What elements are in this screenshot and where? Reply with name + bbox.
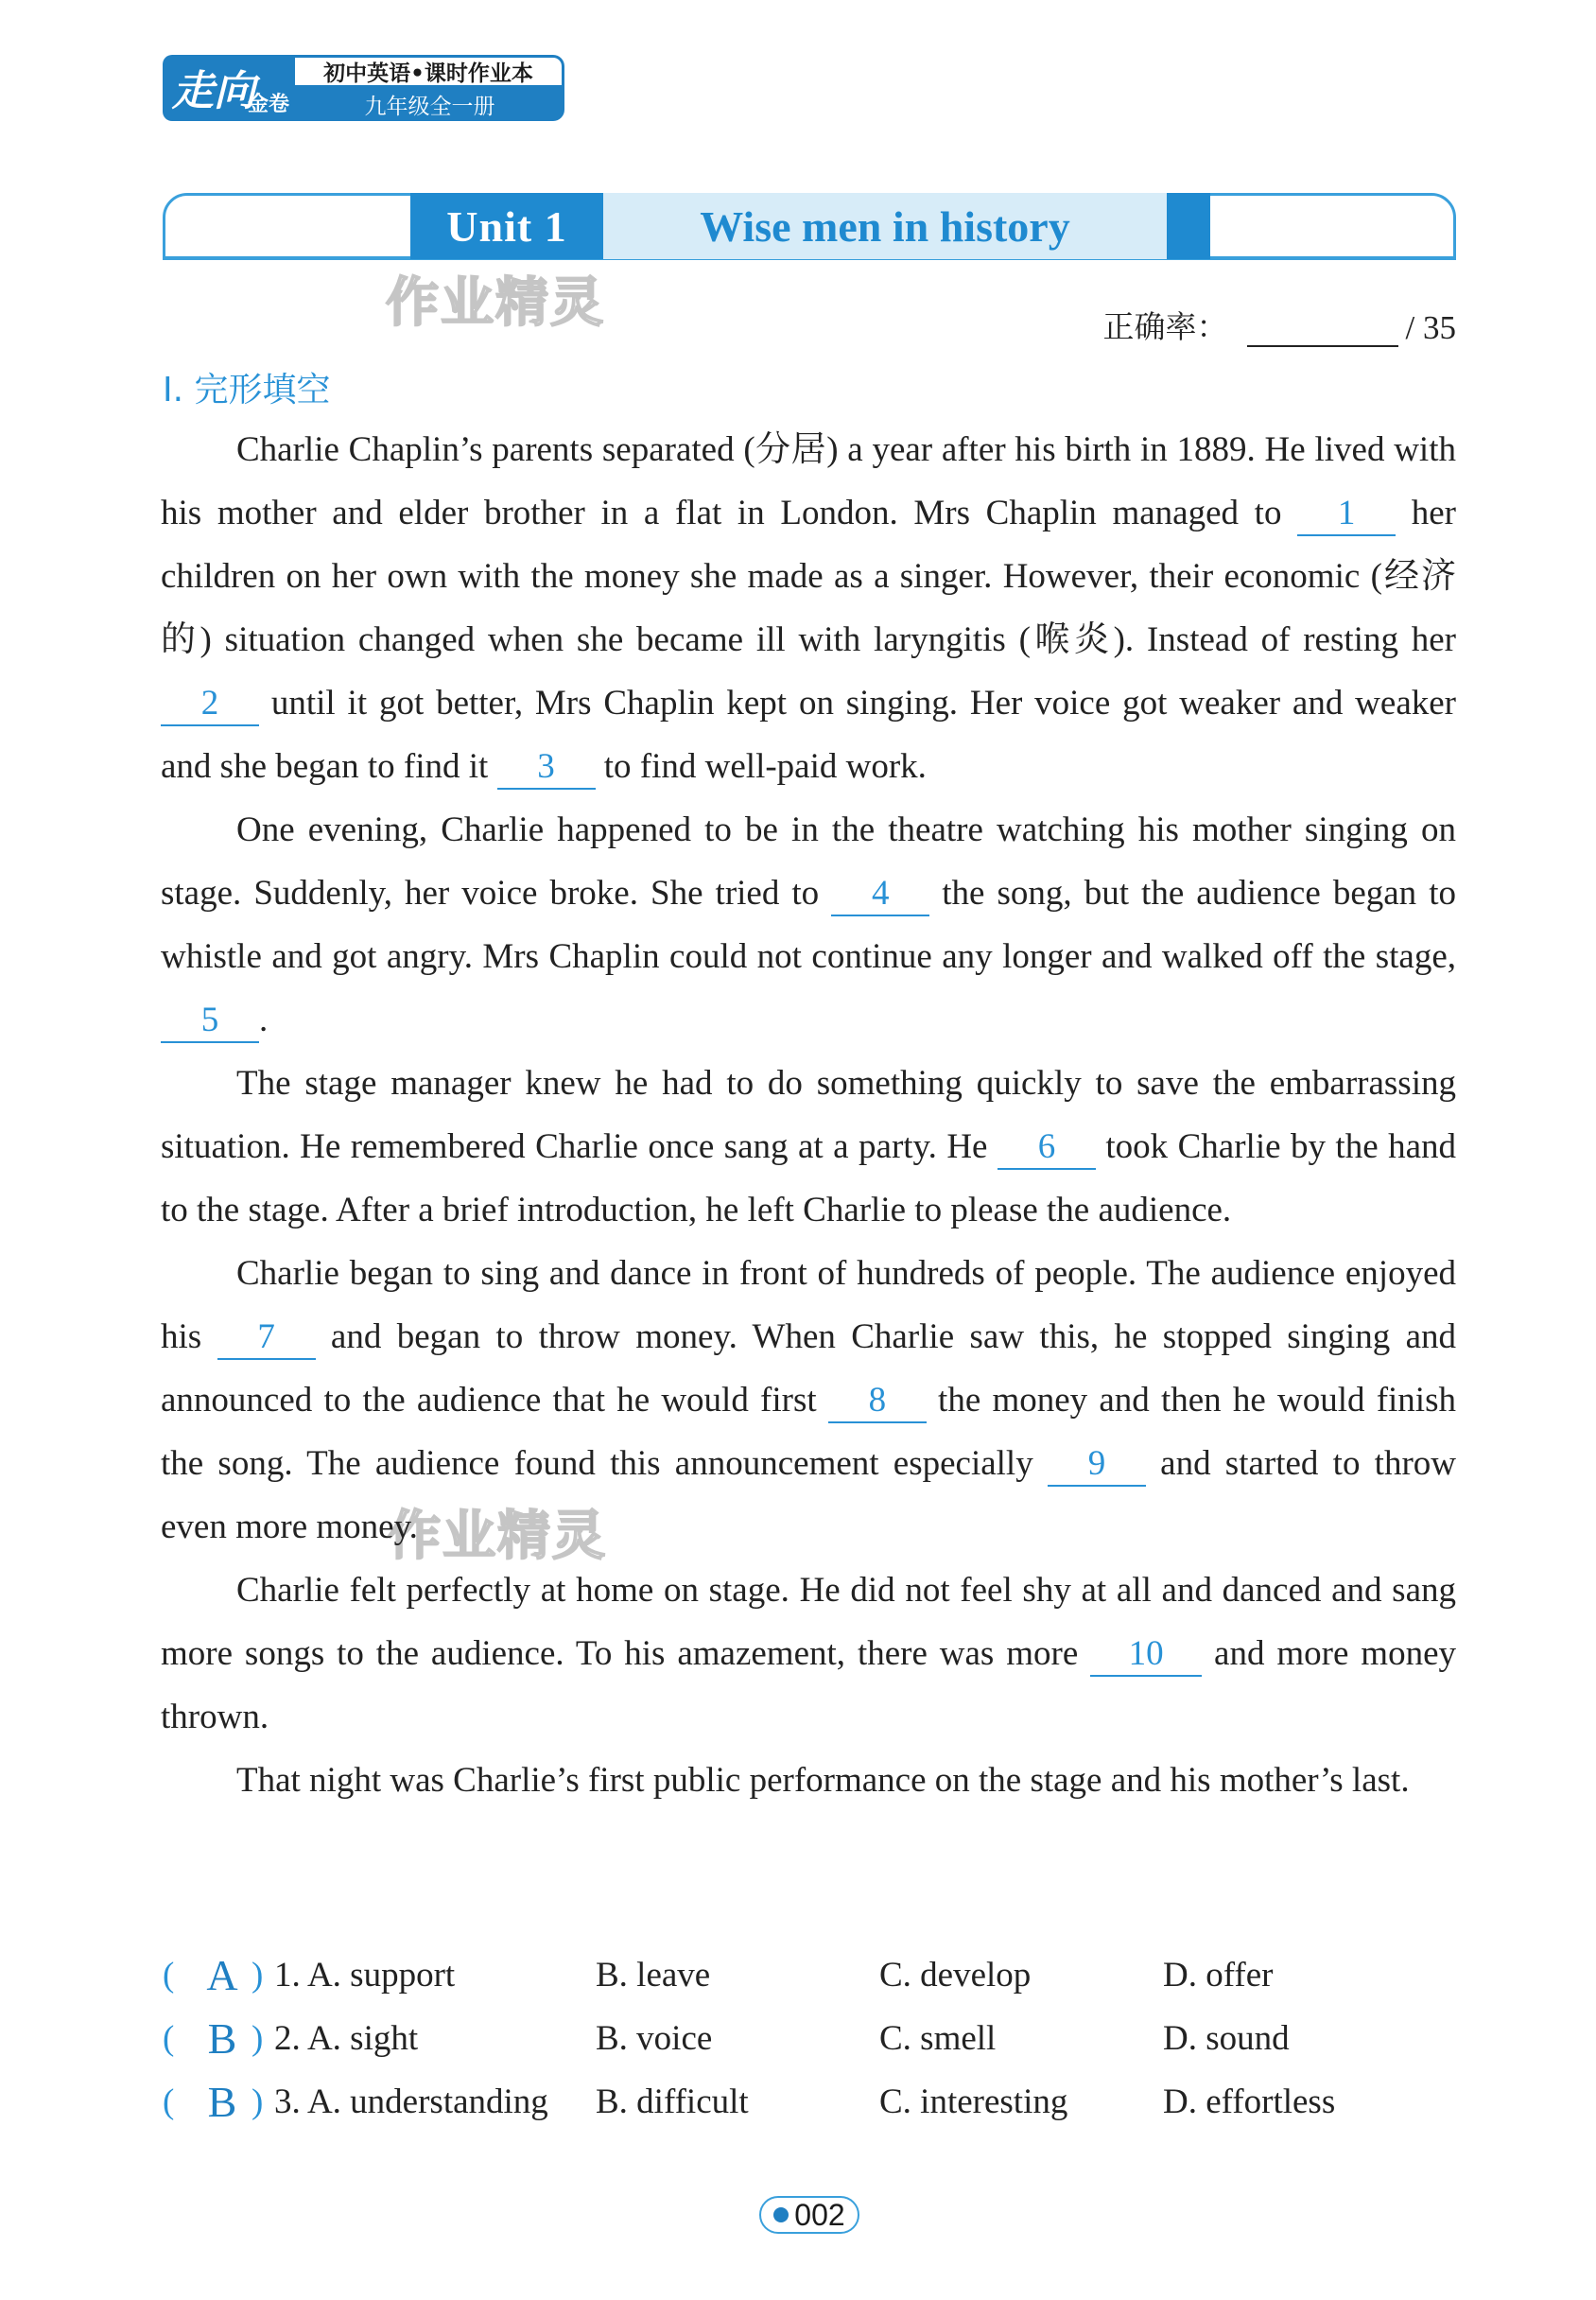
passage-text: until it got better, Mrs Chaplin kept on singing. Her voice got weaker and weaker and she began to find it (161, 684, 1456, 786)
watermark-middle: 作业精灵 (388, 1506, 607, 1567)
blank-6[interactable]: 6 (998, 1126, 1096, 1170)
page-number (759, 2196, 859, 2234)
unit-title: Wise men in history (603, 193, 1167, 259)
blank-10[interactable]: 10 (1090, 1633, 1202, 1677)
option-b: B. difficult (596, 2082, 749, 2121)
publisher-logo (163, 55, 564, 121)
option-a: 3. A. understanding (274, 2082, 548, 2121)
watermark-top: 作业精灵 (386, 272, 605, 334)
passage-text: . (259, 1001, 269, 1039)
answer-paren-open: ( (163, 2019, 175, 2058)
series-title: 初中英语•课时作业本 (295, 55, 564, 88)
section-heading: I. 完形填空 (163, 371, 331, 409)
accuracy-total: / 35 (1405, 309, 1456, 346)
paragraph-1 (161, 418, 1456, 798)
question-row (163, 1943, 1458, 2007)
option-d: D. sound (1163, 2019, 1290, 2058)
blank-7[interactable]: 7 (217, 1316, 316, 1360)
passage-text: the song, but the audience began to whistle and got angry. Mrs Chaplin could not continue any longer and walked off the stage, (161, 874, 1456, 976)
option-c: C. smell (879, 2019, 997, 2058)
paragraph-4 (161, 1242, 1456, 1559)
paragraph-2 (161, 798, 1456, 1052)
option-a: 2. A. sight (274, 2019, 419, 2058)
option-d: D. effortless (1163, 2082, 1336, 2121)
option-c: C. develop (879, 1956, 1032, 1995)
brand-sub: 金卷 (247, 93, 289, 116)
question-row (163, 2007, 1458, 2070)
blank-8[interactable]: 8 (828, 1380, 927, 1423)
passage-text: and began to throw money. When Charlie saw this, he stopped singing and announced to the audience that he would first (161, 1317, 1457, 1420)
blank-5[interactable]: 5 (161, 1000, 259, 1043)
passage-text: That night was Charlie’s first public performance on the stage and his mother’s last. (236, 1761, 1410, 1800)
brand-name: 走向 (172, 67, 255, 115)
blank-4[interactable]: 4 (831, 873, 929, 916)
answer-choice[interactable]: B (207, 2078, 237, 2126)
passage-text: Charlie began to sing and dance in front of hundreds of people. The audience enjoyed his (161, 1254, 1456, 1356)
option-a: 1. A. support (274, 1956, 456, 1995)
series-info (295, 55, 564, 121)
paragraph-5 (161, 1559, 1456, 1749)
unit-label: Unit 1 (410, 193, 603, 259)
answer-paren-open: ( (163, 1956, 175, 1995)
cloze-passage (161, 418, 1456, 1812)
accuracy-blank[interactable] (1247, 315, 1398, 347)
unit-banner-tail (1167, 193, 1210, 259)
question-list (163, 1943, 1458, 2134)
paragraph-6 (161, 1749, 1456, 1812)
passage-text: to find well-paid work. (595, 747, 927, 786)
answer-choice[interactable]: A (206, 1951, 238, 1999)
option-d: D. offer (1163, 1956, 1274, 1995)
passage-text: Charlie felt perfectly at home on stage. He did not feel shy at all and danced and sang more songs to the audience. To his amazement, there was more (161, 1571, 1456, 1673)
page-number-text: 002 (794, 2197, 845, 2232)
option-b: B. voice (596, 2019, 713, 2058)
passage-text: Charlie Chaplin’s parents separated (分居) a year after his birth in 1889. He lived with his mother and elder brother in a flat in London. Mrs Chaplin managed to (161, 430, 1456, 532)
brand-block (163, 55, 295, 121)
paragraph-3 (161, 1052, 1456, 1242)
page-dot-icon (773, 2207, 789, 2222)
passage-text: The stage manager knew he had to do something quickly to save the embarrassing situation. He remembered Charlie once sang at a party. He (161, 1064, 1456, 1166)
passage-text: took Charlie by the hand to the stage. After a brief introduction, he left Charlie to please the audience. (161, 1127, 1456, 1229)
grade-label: 九年级全一册 (295, 88, 564, 121)
blank-3[interactable]: 3 (497, 746, 596, 790)
blank-2[interactable]: 2 (161, 683, 259, 726)
passage-text: the money and then he would finish the song. The audience found this announcement especially (161, 1381, 1456, 1483)
blank-1[interactable]: 1 (1297, 493, 1396, 536)
option-c: C. interesting (879, 2082, 1068, 2121)
option-b: B. leave (596, 1956, 711, 1995)
answer-paren-close: ) (252, 1956, 264, 1995)
answer-paren-close: ) (252, 2019, 264, 2058)
passage-text: her children on her own with the money she made as a singer. However, their economic (经济的) situation changed when she became ill with laryngitis (喉炎). Instead of resting her (161, 494, 1457, 659)
accuracy-label: 正确率： (1102, 308, 1228, 345)
question-row (163, 2070, 1458, 2134)
blank-9[interactable]: 9 (1048, 1443, 1146, 1487)
accuracy-score (1103, 303, 1456, 347)
answer-paren-open: ( (163, 2082, 175, 2121)
passage-text: One evening, Charlie happened to be in the theatre watching his mother singing on stage. Suddenly, her voice broke. She tried to (161, 810, 1456, 913)
passage-text: and more money thrown. (161, 1634, 1456, 1736)
passage-text: and started to throw even more money. (161, 1444, 1456, 1546)
answer-paren-close: ) (252, 2082, 264, 2121)
answer-choice[interactable]: B (207, 2014, 237, 2063)
